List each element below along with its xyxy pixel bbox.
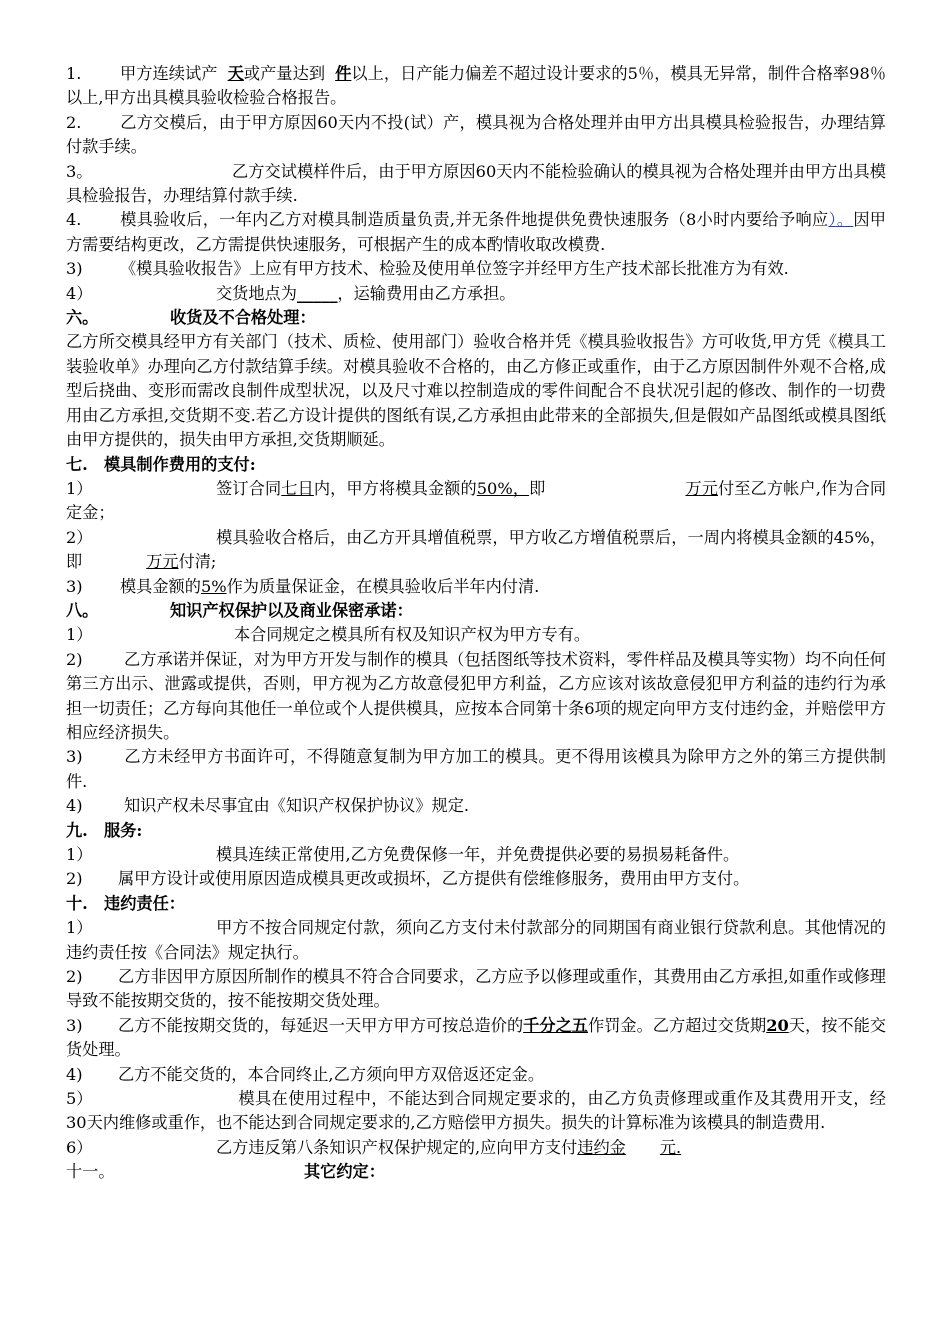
section-heading-9: 九. 服务: bbox=[66, 820, 143, 840]
contract-page bbox=[66, 62, 886, 1185]
clause-acceptance-3: 3。 乙方交试模样件后，由于甲方原因60天内不能检验确认的模具视为合格处理并由甲方出具模具检验报告，办理结算付款手续. bbox=[66, 161, 886, 206]
clause-delivery-place: 4） 交货地点为_____，运输费用由乙方承担。 bbox=[66, 283, 516, 303]
clause-payment-3: 3) 模具金额的5%作为质量保证金，在模具验收后半年内付清. bbox=[66, 576, 540, 596]
clause-ip-4: 4) 知识产权未尽事宜由《知识产权保护协议》规定. bbox=[66, 796, 470, 816]
clause-breach-3: 3) 乙方不能按期交货的，每延迟一天甲方甲方可按总造价的千分之五作罚金。乙方超过交货期20天，按不能交货处理。 bbox=[66, 1015, 887, 1060]
section-heading-6: 六。 收货及不合格处理： bbox=[66, 308, 316, 328]
section-heading-8: 八。 知识产权保护以及商业保密承诺： bbox=[66, 600, 413, 620]
clause-breach-6: 6） 乙方违反第八条知识产权保护规定的,应向甲方支付违约金 元. bbox=[66, 1137, 682, 1157]
clause-breach-1: 1） 甲方不按合同规定付款，须向乙方支付未付款部分的同期国有商业银行贷款利息。其他情况的违约责任按《合同法》规定执行。 bbox=[66, 918, 886, 962]
clause-ip-1: 1） 本合同规定之模具所有权及知识产权为甲方专有。 bbox=[66, 625, 591, 645]
clause-breach-2: 2) 乙方非因甲方原因所制作的模具不符合合同要求，乙方应予以修理或重作，其费用由乙方承担,如重作或修理导致不能按期交货的，按不能按期交货处理。 bbox=[66, 967, 886, 1011]
clause-acceptance-2: 2. 乙方交模后，由于甲方原因60天内不投(试）产，模具视为合格处理并由甲方出具模具检验报告，办理结算付款手续。 bbox=[66, 112, 886, 157]
clause-payment-1: 1） 签订合同七日内，甲方将模具金额的50%，即 万元付至乙方帐户,作为合同定金； bbox=[66, 478, 887, 523]
clause-acceptance-report: 3) 《模具验收报告》上应有甲方技术、检验及使用单位签字并经甲方生产技术部长批准方为有效. bbox=[66, 259, 789, 279]
clause-breach-4: 4) 乙方不能交货的，本合同终止,乙方须向甲方双倍返还定金。 bbox=[66, 1064, 545, 1084]
clause-ip-3: 3) 乙方未经甲方书面许可，不得随意复制为甲方加工的模具。更不得用该模具为除甲方之外的第三方提供制件. bbox=[66, 747, 886, 791]
clause-service-2: 2) 属甲方设计或使用原因造成模具更改或损坏，乙方提供有偿维修服务，费用由甲方支付。 bbox=[66, 869, 750, 889]
section-heading-7: 七. 模具制作费用的支付: bbox=[66, 454, 256, 474]
clause-service-1: 1） 模具连续正常使用,乙方免费保修一年，并免费提供必要的易损易耗备件。 bbox=[66, 845, 740, 864]
clause-payment-2: 2） 模具验收合格后，由乙方开具增值税票，甲方收乙方增值税票后，一周内将模具金额的45%，即 万元付清; bbox=[66, 527, 886, 572]
clause-acceptance-1: 1. 甲方连续试产 天或产量达到 件以上，日产能力偏差不超过设计要求的5％，模具无异常，制件合格率98％以上,甲方出具模具验收检验合格报告。 bbox=[66, 64, 887, 108]
section-6-body: 乙方所交模具经甲方有关部门（技术、质检、使用部门）验收合格并凭《模具验收报告》方可收货,甲方凭《模具工装验收单》办理向乙方付款结算手续。对模具验收不合格的，由乙方修正或重作，由于乙方原因制件外观不合格,成型后挠曲、变形而需改良制件成型状况，以及尺寸难以控制造成的零件间配合不良状况引起的修改、制作的一切费用由乙方承担,交货期不变.若乙方设计提供的图纸有误,乙方承担由此带来的全部损失,但是假如产品图纸或模具图纸由甲方提供的，损失由甲方承担,交货期顺延。 bbox=[66, 332, 886, 450]
section-heading-11: 十一。 其它约定： bbox=[66, 1162, 385, 1182]
clause-acceptance-4: 4. 模具验收后，一年内乙方对模具制造质量负责,并无条件地提供免费快速服务（8小时内要给予响应）。因甲方需要结构更改，乙方需提供快速服务，可根据产生的成本酌情收取改模费. bbox=[66, 210, 886, 254]
clause-ip-2: 2) 乙方承诺并保证，对为甲方开发与制作的模具（包括图纸等技术资料，零件样品及模具等实物）均不向任何第三方出示、泄露或提供，否则，甲方视为乙方故意侵犯甲方利益，乙方应该对该故意侵犯甲方利益的违约行为承担一切责任；乙方每向其他任一单位或个人提供模具，应按本合同第十条6项的规定向甲方支付违约金，并赔偿甲方相应经济损失。 bbox=[66, 649, 886, 742]
clause-breach-5: 5） 模具在使用过程中，不能达到合同规定要求的，由乙方负责修理或重作及其费用开支，经30天内维修或重作，也不能达到合同规定要求的,乙方赔偿甲方损失。损失的计算标准为该模具的制造费用. bbox=[66, 1089, 886, 1133]
section-heading-10: 十. 违约责任： bbox=[66, 893, 185, 913]
